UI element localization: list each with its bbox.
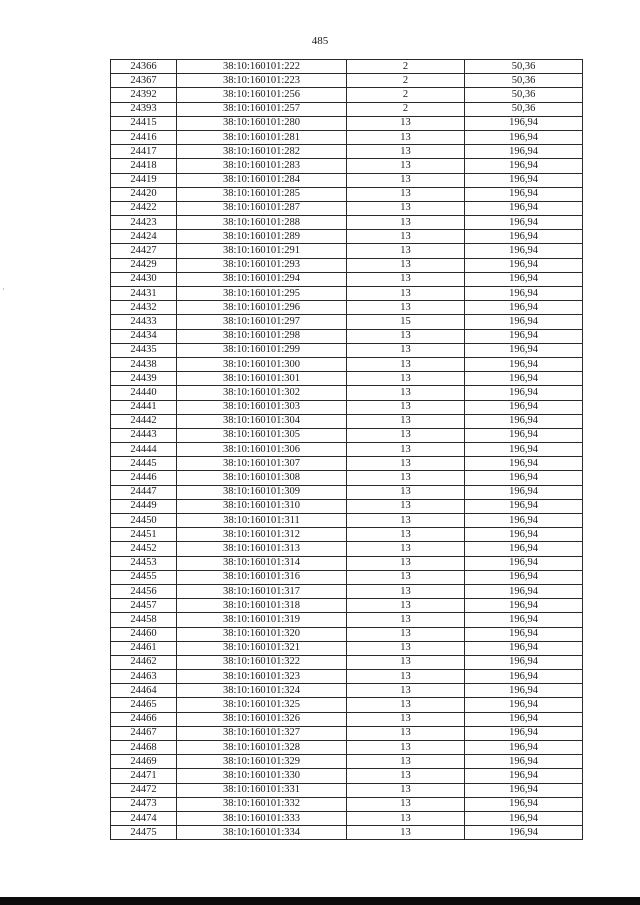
area-cell: 13 <box>347 499 465 513</box>
table-row <box>111 471 583 485</box>
row-number-cell: 24419 <box>111 173 177 187</box>
cadastral-number-cell: 38:10:160101:301 <box>177 372 347 386</box>
cadastral-number-cell: 38:10:160101:281 <box>177 130 347 144</box>
row-number-cell: 24467 <box>111 726 177 740</box>
table-row <box>111 485 583 499</box>
area-cell: 13 <box>347 655 465 669</box>
area-cell: 13 <box>347 258 465 272</box>
area-cell: 13 <box>347 641 465 655</box>
table-row <box>111 712 583 726</box>
value-cell: 196,94 <box>465 457 583 471</box>
area-cell: 13 <box>347 514 465 528</box>
value-cell: 196,94 <box>465 301 583 315</box>
row-number-cell: 24429 <box>111 258 177 272</box>
value-cell: 196,94 <box>465 811 583 825</box>
cadastral-number-cell: 38:10:160101:329 <box>177 755 347 769</box>
row-number-cell: 24450 <box>111 514 177 528</box>
table-row <box>111 613 583 627</box>
cadastral-number-cell: 38:10:160101:307 <box>177 457 347 471</box>
value-cell: 196,94 <box>465 712 583 726</box>
cadastral-number-cell: 38:10:160101:303 <box>177 400 347 414</box>
value-cell: 196,94 <box>465 726 583 740</box>
value-cell: 196,94 <box>465 258 583 272</box>
area-cell: 2 <box>347 102 465 116</box>
cadastral-number-cell: 38:10:160101:321 <box>177 641 347 655</box>
table-row <box>111 145 583 159</box>
row-number-cell: 24474 <box>111 811 177 825</box>
table-row <box>111 60 583 74</box>
cadastral-number-cell: 38:10:160101:297 <box>177 315 347 329</box>
row-number-cell: 24392 <box>111 88 177 102</box>
table-row <box>111 272 583 286</box>
cadastral-number-cell: 38:10:160101:304 <box>177 414 347 428</box>
cadastral-number-cell: 38:10:160101:282 <box>177 145 347 159</box>
row-number-cell: 24417 <box>111 145 177 159</box>
row-number-cell: 24473 <box>111 797 177 811</box>
area-cell: 2 <box>347 74 465 88</box>
area-cell: 13 <box>347 741 465 755</box>
area-cell: 13 <box>347 272 465 286</box>
area-cell: 2 <box>347 88 465 102</box>
value-cell: 196,94 <box>465 216 583 230</box>
value-cell: 196,94 <box>465 173 583 187</box>
cadastral-number-cell: 38:10:160101:283 <box>177 159 347 173</box>
cadastral-number-cell: 38:10:160101:285 <box>177 187 347 201</box>
row-number-cell: 24462 <box>111 655 177 669</box>
row-number-cell: 24468 <box>111 741 177 755</box>
table-row <box>111 811 583 825</box>
value-cell: 196,94 <box>465 201 583 215</box>
row-number-cell: 24420 <box>111 187 177 201</box>
area-cell: 13 <box>347 244 465 258</box>
area-cell: 13 <box>347 528 465 542</box>
table-row <box>111 570 583 584</box>
scan-edge-bar <box>0 897 640 905</box>
cadastral-number-cell: 38:10:160101:291 <box>177 244 347 258</box>
area-cell: 13 <box>347 613 465 627</box>
row-number-cell: 24456 <box>111 584 177 598</box>
row-number-cell: 24423 <box>111 216 177 230</box>
area-cell: 13 <box>347 357 465 371</box>
row-number-cell: 24466 <box>111 712 177 726</box>
area-cell: 13 <box>347 783 465 797</box>
area-cell: 13 <box>347 471 465 485</box>
area-cell: 13 <box>347 116 465 130</box>
value-cell: 196,94 <box>465 641 583 655</box>
row-number-cell: 24424 <box>111 230 177 244</box>
row-number-cell: 24464 <box>111 684 177 698</box>
table-row <box>111 102 583 116</box>
table-row <box>111 670 583 684</box>
row-number-cell: 24422 <box>111 201 177 215</box>
area-cell: 13 <box>347 372 465 386</box>
table-row <box>111 329 583 343</box>
value-cell: 196,94 <box>465 741 583 755</box>
table-row <box>111 499 583 513</box>
row-number-cell: 24463 <box>111 670 177 684</box>
value-cell: 196,94 <box>465 116 583 130</box>
table-row <box>111 797 583 811</box>
row-number-cell: 24469 <box>111 755 177 769</box>
table-row <box>111 514 583 528</box>
page-number: 485 <box>311 35 329 47</box>
area-cell: 13 <box>347 811 465 825</box>
cadastral-number-cell: 38:10:160101:295 <box>177 287 347 301</box>
row-number-cell: 24439 <box>111 372 177 386</box>
cadastral-number-cell: 38:10:160101:296 <box>177 301 347 315</box>
row-number-cell: 24443 <box>111 428 177 442</box>
area-cell: 13 <box>347 386 465 400</box>
area-cell: 13 <box>347 584 465 598</box>
cadastral-number-cell: 38:10:160101:222 <box>177 60 347 74</box>
table-row <box>111 599 583 613</box>
cadastral-number-cell: 38:10:160101:327 <box>177 726 347 740</box>
value-cell: 196,94 <box>465 528 583 542</box>
area-cell: 13 <box>347 712 465 726</box>
area-cell: 13 <box>347 570 465 584</box>
row-number-cell: 24442 <box>111 414 177 428</box>
cadastral-number-cell: 38:10:160101:334 <box>177 826 347 840</box>
value-cell: 196,94 <box>465 386 583 400</box>
table-row <box>111 826 583 840</box>
row-number-cell: 24435 <box>111 343 177 357</box>
cadastral-number-cell: 38:10:160101:223 <box>177 74 347 88</box>
table-row <box>111 343 583 357</box>
area-cell: 13 <box>347 485 465 499</box>
value-cell: 196,94 <box>465 471 583 485</box>
table-row <box>111 684 583 698</box>
row-number-cell: 24418 <box>111 159 177 173</box>
value-cell: 196,94 <box>465 499 583 513</box>
cadastral-number-cell: 38:10:160101:314 <box>177 556 347 570</box>
scan-mark <box>3 288 4 290</box>
value-cell: 196,94 <box>465 570 583 584</box>
row-number-cell: 24457 <box>111 599 177 613</box>
table-row <box>111 457 583 471</box>
area-cell: 13 <box>347 400 465 414</box>
row-number-cell: 24416 <box>111 130 177 144</box>
table-row <box>111 287 583 301</box>
cadastral-number-cell: 38:10:160101:298 <box>177 329 347 343</box>
cadastral-number-cell: 38:10:160101:311 <box>177 514 347 528</box>
value-cell: 196,94 <box>465 655 583 669</box>
row-number-cell: 24452 <box>111 542 177 556</box>
value-cell: 196,94 <box>465 627 583 641</box>
table-row <box>111 216 583 230</box>
value-cell: 196,94 <box>465 272 583 286</box>
table-row <box>111 116 583 130</box>
row-number-cell: 24453 <box>111 556 177 570</box>
table-row <box>111 258 583 272</box>
table-row <box>111 400 583 414</box>
cadastral-number-cell: 38:10:160101:256 <box>177 88 347 102</box>
table-body <box>111 60 583 840</box>
table-row <box>111 187 583 201</box>
cadastral-number-cell: 38:10:160101:280 <box>177 116 347 130</box>
value-cell: 196,94 <box>465 343 583 357</box>
cadastral-number-cell: 38:10:160101:332 <box>177 797 347 811</box>
table-row <box>111 641 583 655</box>
area-cell: 13 <box>347 769 465 783</box>
area-cell: 13 <box>347 457 465 471</box>
area-cell: 13 <box>347 187 465 201</box>
value-cell: 196,94 <box>465 684 583 698</box>
value-cell: 196,94 <box>465 357 583 371</box>
value-cell: 50,36 <box>465 88 583 102</box>
cadastral-number-cell: 38:10:160101:308 <box>177 471 347 485</box>
cadastral-number-cell: 38:10:160101:323 <box>177 670 347 684</box>
table-row <box>111 542 583 556</box>
cadastral-number-cell: 38:10:160101:294 <box>177 272 347 286</box>
value-cell: 196,94 <box>465 230 583 244</box>
value-cell: 196,94 <box>465 372 583 386</box>
cadastral-number-cell: 38:10:160101:322 <box>177 655 347 669</box>
area-cell: 13 <box>347 414 465 428</box>
row-number-cell: 24449 <box>111 499 177 513</box>
value-cell: 196,94 <box>465 414 583 428</box>
row-number-cell: 24447 <box>111 485 177 499</box>
row-number-cell: 24438 <box>111 357 177 371</box>
row-number-cell: 24415 <box>111 116 177 130</box>
value-cell: 196,94 <box>465 755 583 769</box>
table-row <box>111 655 583 669</box>
row-number-cell: 24393 <box>111 102 177 116</box>
cadastral-number-cell: 38:10:160101:320 <box>177 627 347 641</box>
area-cell: 13 <box>347 343 465 357</box>
value-cell: 50,36 <box>465 60 583 74</box>
cadastral-number-cell: 38:10:160101:316 <box>177 570 347 584</box>
cadastral-number-cell: 38:10:160101:312 <box>177 528 347 542</box>
table-row <box>111 201 583 215</box>
registry-table <box>110 59 583 840</box>
cadastral-number-cell: 38:10:160101:313 <box>177 542 347 556</box>
area-cell: 13 <box>347 145 465 159</box>
area-cell: 2 <box>347 60 465 74</box>
value-cell: 196,94 <box>465 287 583 301</box>
cadastral-number-cell: 38:10:160101:289 <box>177 230 347 244</box>
table-row <box>111 74 583 88</box>
row-number-cell: 24366 <box>111 60 177 74</box>
area-cell: 13 <box>347 301 465 315</box>
area-cell: 13 <box>347 826 465 840</box>
value-cell: 196,94 <box>465 769 583 783</box>
value-cell: 196,94 <box>465 443 583 457</box>
area-cell: 13 <box>347 428 465 442</box>
table-row <box>111 88 583 102</box>
cadastral-number-cell: 38:10:160101:328 <box>177 741 347 755</box>
area-cell: 13 <box>347 159 465 173</box>
value-cell: 196,94 <box>465 584 583 598</box>
row-number-cell: 24455 <box>111 570 177 584</box>
table-row <box>111 769 583 783</box>
cadastral-number-cell: 38:10:160101:305 <box>177 428 347 442</box>
value-cell: 196,94 <box>465 698 583 712</box>
value-cell: 196,94 <box>465 428 583 442</box>
area-cell: 13 <box>347 287 465 301</box>
cadastral-number-cell: 38:10:160101:330 <box>177 769 347 783</box>
table-row <box>111 556 583 570</box>
value-cell: 196,94 <box>465 400 583 414</box>
row-number-cell: 24367 <box>111 74 177 88</box>
table-row <box>111 173 583 187</box>
area-cell: 13 <box>347 726 465 740</box>
table-row <box>111 357 583 371</box>
cadastral-number-cell: 38:10:160101:317 <box>177 584 347 598</box>
value-cell: 196,94 <box>465 315 583 329</box>
row-number-cell: 24433 <box>111 315 177 329</box>
table-row <box>111 528 583 542</box>
cadastral-number-cell: 38:10:160101:257 <box>177 102 347 116</box>
table-row <box>111 244 583 258</box>
value-cell: 196,94 <box>465 187 583 201</box>
cadastral-number-cell: 38:10:160101:293 <box>177 258 347 272</box>
cadastral-number-cell: 38:10:160101:318 <box>177 599 347 613</box>
cadastral-number-cell: 38:10:160101:324 <box>177 684 347 698</box>
table-row <box>111 698 583 712</box>
table-row <box>111 627 583 641</box>
table-row <box>111 414 583 428</box>
table-row <box>111 783 583 797</box>
table-row <box>111 726 583 740</box>
table-row <box>111 372 583 386</box>
value-cell: 196,94 <box>465 556 583 570</box>
area-cell: 13 <box>347 230 465 244</box>
row-number-cell: 24460 <box>111 627 177 641</box>
area-cell: 13 <box>347 542 465 556</box>
value-cell: 196,94 <box>465 599 583 613</box>
value-cell: 196,94 <box>465 826 583 840</box>
value-cell: 196,94 <box>465 329 583 343</box>
value-cell: 196,94 <box>465 130 583 144</box>
cadastral-number-cell: 38:10:160101:287 <box>177 201 347 215</box>
value-cell: 196,94 <box>465 244 583 258</box>
row-number-cell: 24475 <box>111 826 177 840</box>
area-cell: 13 <box>347 216 465 230</box>
value-cell: 196,94 <box>465 514 583 528</box>
area-cell: 13 <box>347 698 465 712</box>
row-number-cell: 24440 <box>111 386 177 400</box>
value-cell: 50,36 <box>465 102 583 116</box>
value-cell: 196,94 <box>465 542 583 556</box>
value-cell: 196,94 <box>465 783 583 797</box>
value-cell: 196,94 <box>465 613 583 627</box>
value-cell: 196,94 <box>465 670 583 684</box>
table-row <box>111 443 583 457</box>
row-number-cell: 24430 <box>111 272 177 286</box>
table-row <box>111 741 583 755</box>
cadastral-number-cell: 38:10:160101:333 <box>177 811 347 825</box>
row-number-cell: 24444 <box>111 443 177 457</box>
table-row <box>111 130 583 144</box>
table-row <box>111 755 583 769</box>
cadastral-number-cell: 38:10:160101:302 <box>177 386 347 400</box>
area-cell: 13 <box>347 556 465 570</box>
table-row <box>111 230 583 244</box>
table-row <box>111 428 583 442</box>
row-number-cell: 24458 <box>111 613 177 627</box>
cadastral-number-cell: 38:10:160101:310 <box>177 499 347 513</box>
cadastral-number-cell: 38:10:160101:331 <box>177 783 347 797</box>
row-number-cell: 24461 <box>111 641 177 655</box>
table-row <box>111 159 583 173</box>
row-number-cell: 24446 <box>111 471 177 485</box>
row-number-cell: 24465 <box>111 698 177 712</box>
row-number-cell: 24445 <box>111 457 177 471</box>
area-cell: 13 <box>347 173 465 187</box>
area-cell: 15 <box>347 315 465 329</box>
cadastral-number-cell: 38:10:160101:326 <box>177 712 347 726</box>
cadastral-number-cell: 38:10:160101:300 <box>177 357 347 371</box>
area-cell: 13 <box>347 670 465 684</box>
cadastral-number-cell: 38:10:160101:299 <box>177 343 347 357</box>
row-number-cell: 24434 <box>111 329 177 343</box>
area-cell: 13 <box>347 684 465 698</box>
row-number-cell: 24472 <box>111 783 177 797</box>
row-number-cell: 24471 <box>111 769 177 783</box>
area-cell: 13 <box>347 329 465 343</box>
value-cell: 50,36 <box>465 74 583 88</box>
area-cell: 13 <box>347 443 465 457</box>
cadastral-number-cell: 38:10:160101:325 <box>177 698 347 712</box>
table-row <box>111 301 583 315</box>
value-cell: 196,94 <box>465 797 583 811</box>
value-cell: 196,94 <box>465 159 583 173</box>
table-row <box>111 584 583 598</box>
value-cell: 196,94 <box>465 145 583 159</box>
row-number-cell: 24427 <box>111 244 177 258</box>
cadastral-number-cell: 38:10:160101:288 <box>177 216 347 230</box>
table-row <box>111 315 583 329</box>
row-number-cell: 24432 <box>111 301 177 315</box>
area-cell: 13 <box>347 755 465 769</box>
cadastral-number-cell: 38:10:160101:284 <box>177 173 347 187</box>
row-number-cell: 24441 <box>111 400 177 414</box>
cadastral-number-cell: 38:10:160101:319 <box>177 613 347 627</box>
area-cell: 13 <box>347 797 465 811</box>
area-cell: 13 <box>347 130 465 144</box>
row-number-cell: 24431 <box>111 287 177 301</box>
area-cell: 13 <box>347 599 465 613</box>
value-cell: 196,94 <box>465 485 583 499</box>
table-row <box>111 386 583 400</box>
area-cell: 13 <box>347 201 465 215</box>
area-cell: 13 <box>347 627 465 641</box>
cadastral-number-cell: 38:10:160101:306 <box>177 443 347 457</box>
cadastral-number-cell: 38:10:160101:309 <box>177 485 347 499</box>
row-number-cell: 24451 <box>111 528 177 542</box>
